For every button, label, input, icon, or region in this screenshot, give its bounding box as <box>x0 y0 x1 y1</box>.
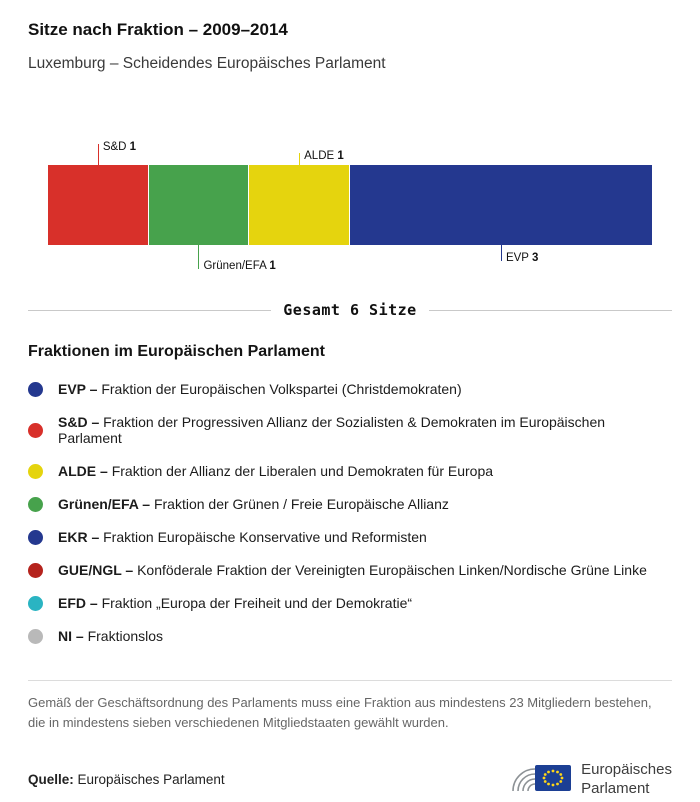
ep-logo-text-line1: Europäisches <box>581 761 672 779</box>
ep-logo-text-line2: Parlament <box>581 779 650 797</box>
segment-label: EVP 3 <box>505 252 539 264</box>
legend-item-text: GUE/NGL – Konföderale Fraktion der Vereinigten Europäischen Linken/Nordische Grüne Linke <box>58 562 647 578</box>
legend-item-text: NI – Fraktionslos <box>58 628 164 644</box>
segment-label: S&D 1 <box>102 141 137 153</box>
legend-item-text: EFD – Fraktion „Europa der Freiheit und der Demokratie“ <box>58 595 413 611</box>
seat-chart <box>48 141 652 272</box>
page-subtitle: Luxemburg – Scheidendes Europäisches Parlament <box>28 55 386 72</box>
legend-item-text: Grünen/EFA – Fraktion der Grünen / Freie Europäische Allianz <box>58 496 449 512</box>
legend-item-text: EVP – Fraktion der Europäischen Volkspartei (Christdemokraten) <box>58 381 462 397</box>
legend-list <box>28 381 672 644</box>
legend-dot-icon <box>28 382 43 397</box>
legend-item <box>28 381 672 397</box>
legend-item <box>28 562 672 578</box>
legend-item <box>28 414 672 446</box>
legend-item <box>28 529 672 545</box>
footnote: Gemäß der Geschäftsordnung des Parlaments muss eine Fraktion aus mindestens 23 Mitgliedern bestehen, die in mindestens sieben verschiedenen Mitgliedstaaten gewählt wurden. <box>28 680 672 733</box>
legend-heading: Fraktionen im Europäischen Parlament <box>28 343 325 360</box>
legend-dot-icon <box>28 629 43 644</box>
ep-logo <box>511 757 672 802</box>
segment-label: ALDE 1 <box>304 150 344 162</box>
source-label: Quelle: <box>28 772 74 788</box>
divider-line-right <box>429 310 672 311</box>
legend-item-text: S&D – Fraktion der Progressiven Allianz der Sozialisten & Demokraten im Europäischen Parlament <box>58 414 606 446</box>
total-divider <box>28 301 672 319</box>
footer <box>28 757 672 802</box>
legend-dot-icon <box>28 563 43 578</box>
callout-line <box>299 153 300 165</box>
legend-item-text: EKR – Fraktion Europäische Konservative und Reformisten <box>58 529 427 545</box>
source-text: Europäisches Parlament <box>77 772 225 788</box>
callout-line <box>98 144 99 165</box>
legend-dot-icon <box>28 464 43 479</box>
legend-dot-icon <box>28 497 43 512</box>
segment-callout <box>501 245 700 264</box>
ep-logo-icon <box>511 757 573 802</box>
bar-segment <box>48 141 149 245</box>
bar-segment <box>149 165 276 272</box>
ep-logo-text <box>581 761 672 799</box>
legend-item-text: ALDE – Fraktion der Allianz der Liberalen und Demokraten für Europa <box>58 463 494 479</box>
legend-item <box>28 628 672 644</box>
segment-label: Grünen/EFA 1 <box>203 260 276 272</box>
callout-line <box>198 245 199 269</box>
page-title: Sitze nach Fraktion – 2009–2014 <box>28 20 288 39</box>
source-line <box>28 772 225 787</box>
total-seats-label: Gesamt 6 Sitze <box>283 301 417 319</box>
legend-item <box>28 496 672 512</box>
segment-callout <box>98 141 298 165</box>
divider-line-left <box>28 310 271 311</box>
segment-callout <box>299 150 499 165</box>
legend-item <box>28 595 672 611</box>
bar-segment <box>350 165 652 264</box>
callout-line <box>501 245 502 261</box>
stacked-bar <box>48 141 652 272</box>
bar-segment <box>249 150 350 245</box>
legend-dot-icon <box>28 530 43 545</box>
legend-dot-icon <box>28 596 43 611</box>
legend-dot-icon <box>28 423 43 438</box>
legend-item <box>28 463 672 479</box>
segment-callout <box>198 245 398 272</box>
